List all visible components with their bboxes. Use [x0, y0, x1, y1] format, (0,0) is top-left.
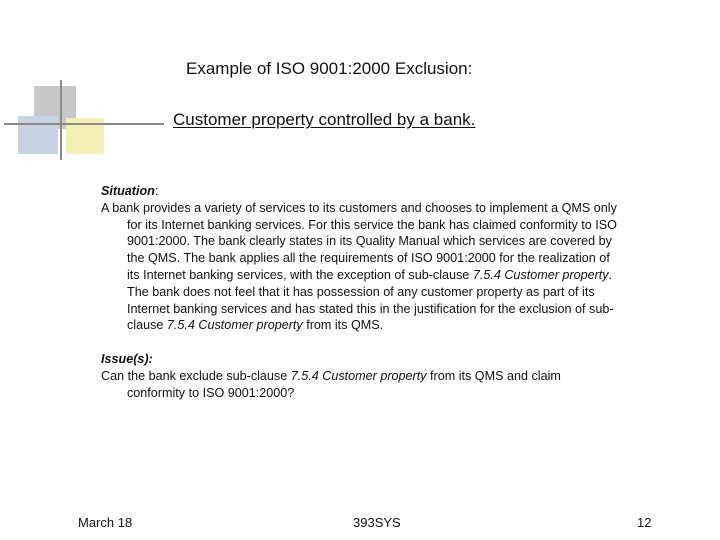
deco-gray-square [34, 86, 76, 129]
footer-course: 393SYS [353, 515, 401, 530]
issue-text-1: Can the bank exclude sub-clause [101, 368, 291, 383]
situation-heading-line [101, 183, 621, 200]
slide-title: Example of ISO 9001:2000 Exclusion: [186, 59, 473, 78]
deco-yellow-square [66, 118, 104, 154]
situation-heading: Situation [101, 184, 155, 198]
slide-body [101, 183, 621, 402]
issue-clause: 7.5.4 Customer property [290, 368, 427, 383]
issue-paragraph [101, 368, 621, 402]
situation-clause-2: 7.5.4 Customer property [166, 318, 303, 333]
slide-subtitle: Customer property controlled by a bank. [173, 110, 476, 129]
situation-text-1: A bank provides a variety of services to its customers and chooses to implement a QMS only for its Internet banking services. For this service the bank has claimed conformity to ISO 9001:2000. The bank clearly states in its Quality Manual which services are covered by the QMS. The bank applies all the requirements of ISO 9001:2000 for the realization of its Internet banking services, with the exception of sub-clause [101, 200, 617, 282]
issue-text-2: from its QMS and claim conformity to ISO 9001:2000? [127, 368, 561, 400]
situation-paragraph [101, 200, 621, 334]
situation-text-3: from its QMS. [302, 318, 384, 333]
deco-blue-square [18, 116, 58, 154]
footer-page-number: 12 [637, 515, 652, 530]
situation-text-2: . The bank does not feel that it has possession of any customer property as part of its Internet banking services and has stated this in the justification for the exclusion of sub-clause [127, 267, 614, 333]
section-spacer [101, 334, 621, 351]
footer-date: March 18 [78, 515, 133, 530]
situation-heading-colon: : [154, 184, 159, 198]
situation-clause-1: 7.5.4 Customer property [472, 267, 609, 282]
issue-heading: Issue(s): [101, 352, 153, 367]
